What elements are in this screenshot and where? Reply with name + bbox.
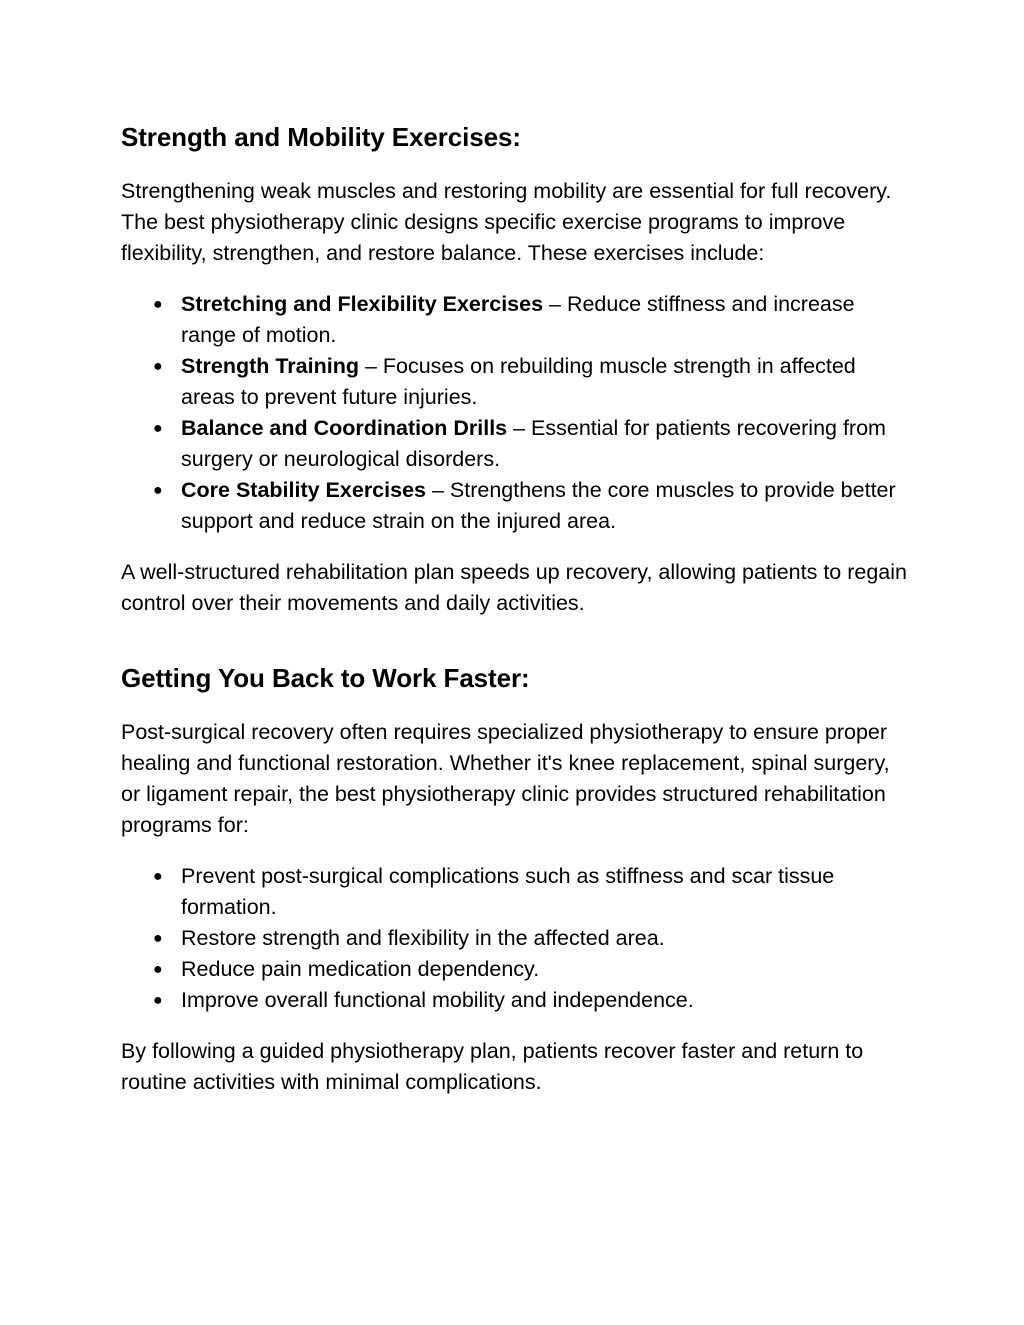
section-closing-paragraph: A well-structured rehabilitation plan speeds up recovery, allowing patients to regain control over their movements and daily activities. xyxy=(121,560,907,615)
list-item-text: Improve overall functional mobility and independence. xyxy=(181,988,694,1012)
list-item-term: Stretching and Flexibility Exercises xyxy=(181,292,544,316)
bullet-icon: ● xyxy=(153,930,163,947)
section-closing-paragraph: By following a guided physiotherapy plan, patients recover faster and return to routine activities with minimal complications. xyxy=(121,1039,864,1094)
bullet-icon: ● xyxy=(153,482,163,499)
list-item xyxy=(153,351,911,413)
section-heading-back-to-work: Getting You Back to Work Faster: xyxy=(121,663,530,693)
list-item xyxy=(153,954,911,985)
list-item xyxy=(153,985,911,1016)
list-item xyxy=(153,923,911,954)
list-item-text: Restore strength and flexibility in the affected area. xyxy=(181,926,665,950)
benefit-list xyxy=(121,861,911,1016)
bullet-icon: ● xyxy=(153,992,163,1009)
list-item xyxy=(153,413,911,475)
list-item-description: – Strengthens the core muscles to provide better support and reduce strain on the injured area. xyxy=(181,478,896,533)
bullet-icon: ● xyxy=(153,961,163,978)
list-item-term: Strength Training xyxy=(181,354,359,378)
bullet-icon: ● xyxy=(153,296,163,313)
list-item xyxy=(153,861,911,923)
bullet-icon: ● xyxy=(153,358,163,375)
section-intro-paragraph: Strengthening weak muscles and restoring mobility are essential for full recovery. The best physiotherapy clinic designs specific exercise programs to improve flexibility, strengthen, and restore balance. These exercises include: xyxy=(121,179,892,265)
list-item xyxy=(153,475,911,537)
exercise-list xyxy=(121,289,911,537)
document-page xyxy=(121,112,911,1098)
list-item-text: Prevent post-surgical complications such as stiffness and scar tissue formation. xyxy=(181,864,835,919)
list-item xyxy=(153,289,911,351)
list-item-text: Reduce pain medication dependency. xyxy=(181,957,540,981)
list-item-term: Balance and Coordination Drills xyxy=(181,416,508,440)
list-item-description: – Focuses on rebuilding muscle strength in affected areas to prevent future injuries. xyxy=(181,354,856,409)
section-intro-paragraph: Post-surgical recovery often requires specialized physiotherapy to ensure proper healing and functional restoration. Whether it's knee replacement, spinal surgery, or ligament repair, the best physiotherapy clinic provides structured rehabilitation programs for: xyxy=(121,720,890,837)
bullet-icon: ● xyxy=(153,868,163,885)
list-item-description: – Essential for patients recovering from surgery or neurological disorders. xyxy=(181,416,886,471)
section-heading-strength-mobility: Strength and Mobility Exercises: xyxy=(121,122,521,152)
bullet-icon: ● xyxy=(153,420,163,437)
list-item-description: – Reduce stiffness and increase range of motion. xyxy=(181,292,855,347)
list-item-term: Core Stability Exercises xyxy=(181,478,426,502)
